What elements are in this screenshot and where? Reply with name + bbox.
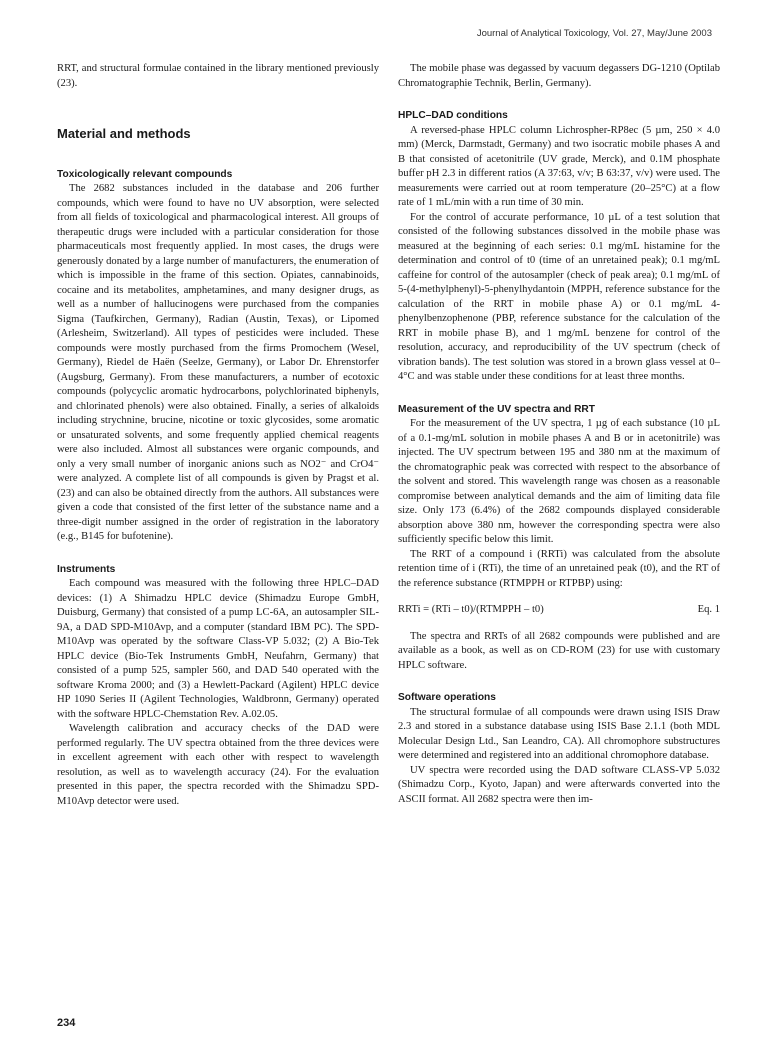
equation-label: Eq. 1 bbox=[697, 604, 720, 615]
paragraph: For the measurement of the UV spectra, 1 µg of each substance (10 µL of a 0.1-mg/mL solution in mobile phases A and B or in acetonitrile) was injected. The UV spectrum between 195 and 380 nm at the maximum of the chromatographic peak was corrected with respect to the absorbance of the solvent and stored. This wavelength range was chosen as a reasonable compromise between analytical demands and the aim of limiting data file size. Only 173 (6.4%) of the 2682 compounds displayed considerable absorption above 380 nm, however the corresponding spectra were also sufficiently specific below this limit. bbox=[398, 418, 720, 545]
paragraph: A reversed-phase HPLC column Lichrospher-RP8ec (5 µm, 250 × 4.0 mm) (Merck, Darmstadt, Germany) and two isocratic mobile phases A and B that consisted of acetonitrile (UV grade, Merck), and 0.1M phosphate buffer pH 2.3 in different ratios (A 37:63, v/v; B 63:37, v/v) were used. The measurements were carried out at room temperature (20–25°C) at a flow rate of 1 mL/min with a run time of 30 min. bbox=[398, 124, 720, 208]
subsection-heading: HPLC–DAD conditions bbox=[398, 110, 508, 121]
paragraph: Each compound was measured with the following three HPLC–DAD devices: (1) A Shimadzu HPLC device (Shimadzu Europe GmbH, Duisburg, Germany) that consisted of a pump LC-6A, an autosampler SIL-9A, a DAD SPD-M10Avp, and a computer (standard IBM PC). The SPD-M10Avp was operated by the software Class-VP 5.032; (2) A Bio-Tek HPLC device (Bio-Tek Instruments GmbH, Neufahrn, Germany) that consisted of a pump 525, sampler 560, and DAD 540 operated with the software Kroma 2000; and (3) a Hewlett-Packard (Agilent) HPLC device HP 1090 Series II (Agilent Technologies, Waldbronn, Germany) operated with the software HPLC-Chemstation Rev. A.02.05. bbox=[57, 578, 379, 720]
section-heading: Material and methods bbox=[57, 126, 191, 141]
equation-text: RRTi = (RTi – t0)/(RTMPPH – t0) bbox=[398, 604, 544, 615]
subsection-heading: Software operations bbox=[398, 692, 496, 703]
running-header: Journal of Analytical Toxicology, Vol. 27, May/June 2003 bbox=[476, 28, 712, 39]
paragraph: The structural formulae of all compounds were drawn using ISIS Draw 2.3 and stored in a substance database using ISIS Base 2.1.1 (both MDL Molecular Design Ltd., San Leandro, CA). All chromophore substructures were determined and registered into an additional chromophore database. bbox=[398, 706, 720, 761]
subsection-heading: Instruments bbox=[57, 563, 116, 575]
paragraph: UV spectra were recorded using the DAD software CLASS-VP 5.032 (Shimadzu Corp., Kyoto, Japan) and were afterwards converted into the ASCII format. All 2682 spectra were then im- bbox=[398, 764, 720, 805]
paragraph: The mobile phase was degassed by vacuum degassers DG-1210 (Optilab Chromatographie Technik, Berlin, Germany). bbox=[398, 63, 720, 89]
paragraph: For the control of accurate performance, 10 µL of a test solution that consisted of the following substances dissolved in the mobile phase was measured at the beginning of each series: 0.1 mg/mL histamine for the determination and control of t0 (time of an unretained peak); 0.1 mg/mL caffeine for control of the autosampler (check of peak area); 0.1 mg/mL of 5-(4-methylphenyl)-5-phenylhydantoin (MPPH, reference substance for the calculation of the RRT in mobile phase A) or 0.1 mg/mL 4-phenylbenzophenone (PBP, reference substance for the calculation of the RRT in mobile phase B), and 1 mg/mL benzene for control of the resolution, accuracy, and reproducibility of the UV spectrum (check of vibration bands). The test solution was stored in a brown glass vessel at 0–4°C and was stable under these conditions for at least three months. bbox=[398, 211, 720, 382]
equation bbox=[398, 603, 720, 618]
paragraph: The RRT of a compound i (RRTi) was calculated from the absolute retention time of i (RTi), the time of an unretained peak (t0), and the RT of the reference substance (RTMPPH or RTPBP) using: bbox=[398, 548, 720, 589]
right-column bbox=[398, 62, 720, 807]
paragraph: RRT, and structural formulae contained in the library mentioned previously (23). bbox=[57, 63, 379, 89]
paragraph: The 2682 substances included in the database and 206 further compounds, which were found to have no UV absorption, were selected from all fields of toxicological and pharmacological interest. All groups of therapeutic drugs were included with a particular consideration for those pharmaceuticals most frequently applied. In most cases, the drugs were generously donated by a large number of manufacturers, the enumeration of which is impossible in the frame of this section. Opiates, cannabinoids, cocaine and its metabolites, amphetamines, and many designer drugs, as well as a number of hallucinogens were purchased from the companies Sigma (Taufkirchen, Germany), Radian (Austin, Texas), or Lipomed (Arlesheim, Switzerland). All types of pesticides were included. These compounds were mostly purchased from the firms Promochem (Wesel, Germany), Riedel de Haën (Seelze, Germany), or Labor Dr. Ehrenstorfer (Augsburg, Germany). From these manufacturers, a number of ecotoxic compounds (polycyclic aromatic hydrocarbons, polychlorinated biphenyls, and chlorinated phenols) were also obtained. Finally, a series of alkaloids including strychnine, brucine, nicotine or toxic glycosides, some aromatic or unsaturated solvents, and some frequently applied chemical reagents were also included. Almost all substances were organic compounds, and only a very small number of inorganic anions such as NO2⁻ and CrO4⁻ were analyzed. A complete list of all compounds is given by Pragst et al. (23) and can also be obtained directly from the authors. All substances were given a code that consisted of the first letter of the substance name and a three-digit number assigned in the order of registration in the laboratory (e.g., B145 for bufotenine). bbox=[57, 183, 379, 542]
paragraph: The spectra and RRTs of all 2682 compounds were published and are available as a book, as well as on CD-ROM (23) for use with customary HPLC software. bbox=[398, 630, 720, 671]
left-column bbox=[57, 62, 379, 809]
page-number: 234 bbox=[57, 1017, 76, 1029]
subsection-heading: Toxicologically relevant compounds bbox=[57, 168, 233, 180]
paragraph: Wavelength calibration and accuracy checks of the DAD were performed regularly. The UV spectra obtained from the three devices were in excellent agreement with each other with respect to wavelength resolution, as well as to wavelength accuracy (24). For the evaluation presented in this paper, the spectra recorded with the Shimadzu SPD-M10Avp detector were used. bbox=[57, 723, 379, 807]
subsection-heading: Measurement of the UV spectra and RRT bbox=[398, 403, 595, 415]
